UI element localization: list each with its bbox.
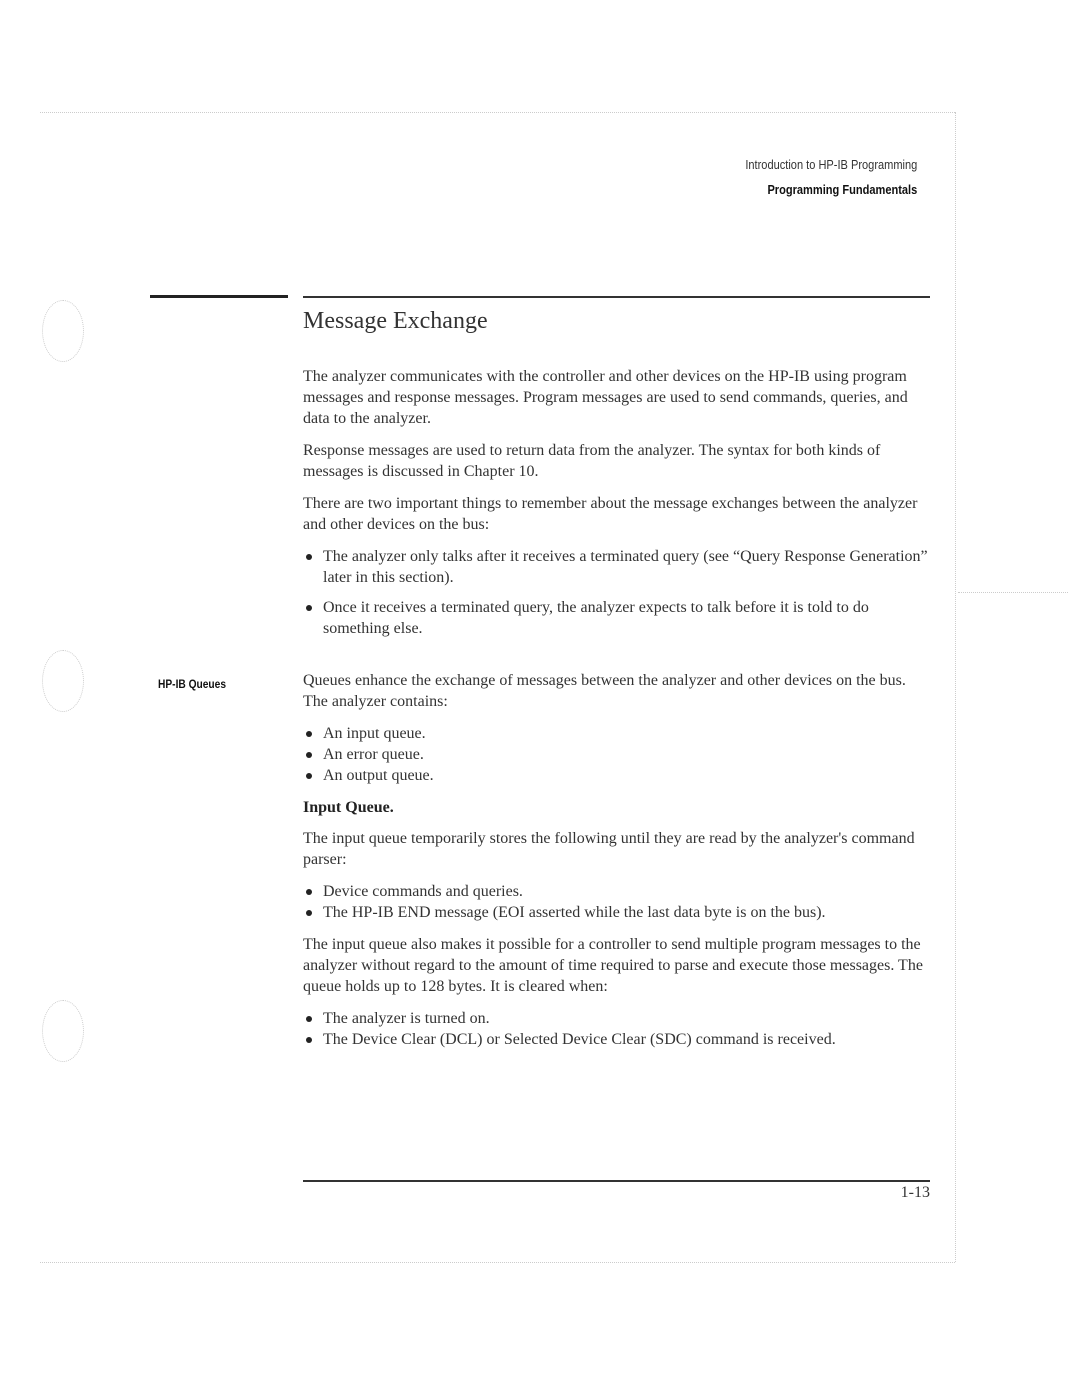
page-title: Message Exchange <box>303 308 488 334</box>
section-rule-thick <box>150 295 288 298</box>
list-item: An input queue. <box>303 723 933 744</box>
punch-hole-1 <box>42 300 84 362</box>
section-rule <box>303 296 930 298</box>
list-item: The HP-IB END message (EOI asserted while the last data byte is on the bus). <box>303 902 933 923</box>
running-header-section: Programming Fundamentals <box>767 182 917 197</box>
queues-section <box>303 670 933 1061</box>
paragraph: The analyzer communicates with the controller and other devices on the HP-IB using program messages and response messages. Program messages are used to send commands, queries, and data to the analyzer. <box>303 368 908 427</box>
scan-mark <box>958 592 1068 593</box>
paragraph: Queues enhance the exchange of messages between the analyzer and other devices on the bus. The analyzer contains: <box>303 672 906 710</box>
paragraph: The input queue also makes it possible for a controller to send multiple program messages to the analyzer without regard to the amount of time required to parse and execute those messages. The queue holds up to 128 bytes. It is cleared when: <box>303 936 923 995</box>
list-item: Device commands and queries. <box>303 881 933 902</box>
scan-edge-top <box>40 112 955 113</box>
footer-rule <box>303 1180 930 1182</box>
paragraph: The input queue temporarily stores the following until they are read by the analyzer's command parser: <box>303 830 915 868</box>
list-item: An output queue. <box>303 765 933 786</box>
scan-edge-right <box>955 112 956 1262</box>
side-heading-hpib-queues: HP-IB Queues <box>158 677 227 691</box>
list-item: An error queue. <box>303 744 933 765</box>
punch-hole-3 <box>42 1000 84 1062</box>
list-item: Once it receives a terminated query, the analyzer expects to talk before it is told to do something else. <box>303 597 933 639</box>
punch-hole-2 <box>42 650 84 712</box>
paragraph: Response messages are used to return data from the analyzer. The syntax for both kinds of messages is discussed in Chapter 10. <box>303 442 881 480</box>
scan-edge-bottom <box>40 1262 955 1263</box>
intro-section <box>303 366 933 650</box>
list-item: The analyzer only talks after it receives a terminated query (see “Query Response Generation” later in this section). <box>303 546 933 588</box>
running-header-chapter: Introduction to HP-IB Programming <box>745 157 917 172</box>
list-item: The analyzer is turned on. <box>303 1008 933 1029</box>
page-number: 1-13 <box>900 1184 930 1201</box>
paragraph: There are two important things to remember about the message exchanges between the analyzer and other devices on the bus: <box>303 495 918 533</box>
subheading-input-queue: Input Queue. <box>303 799 394 816</box>
list-item: The Device Clear (DCL) or Selected Device Clear (SDC) command is received. <box>303 1029 933 1050</box>
